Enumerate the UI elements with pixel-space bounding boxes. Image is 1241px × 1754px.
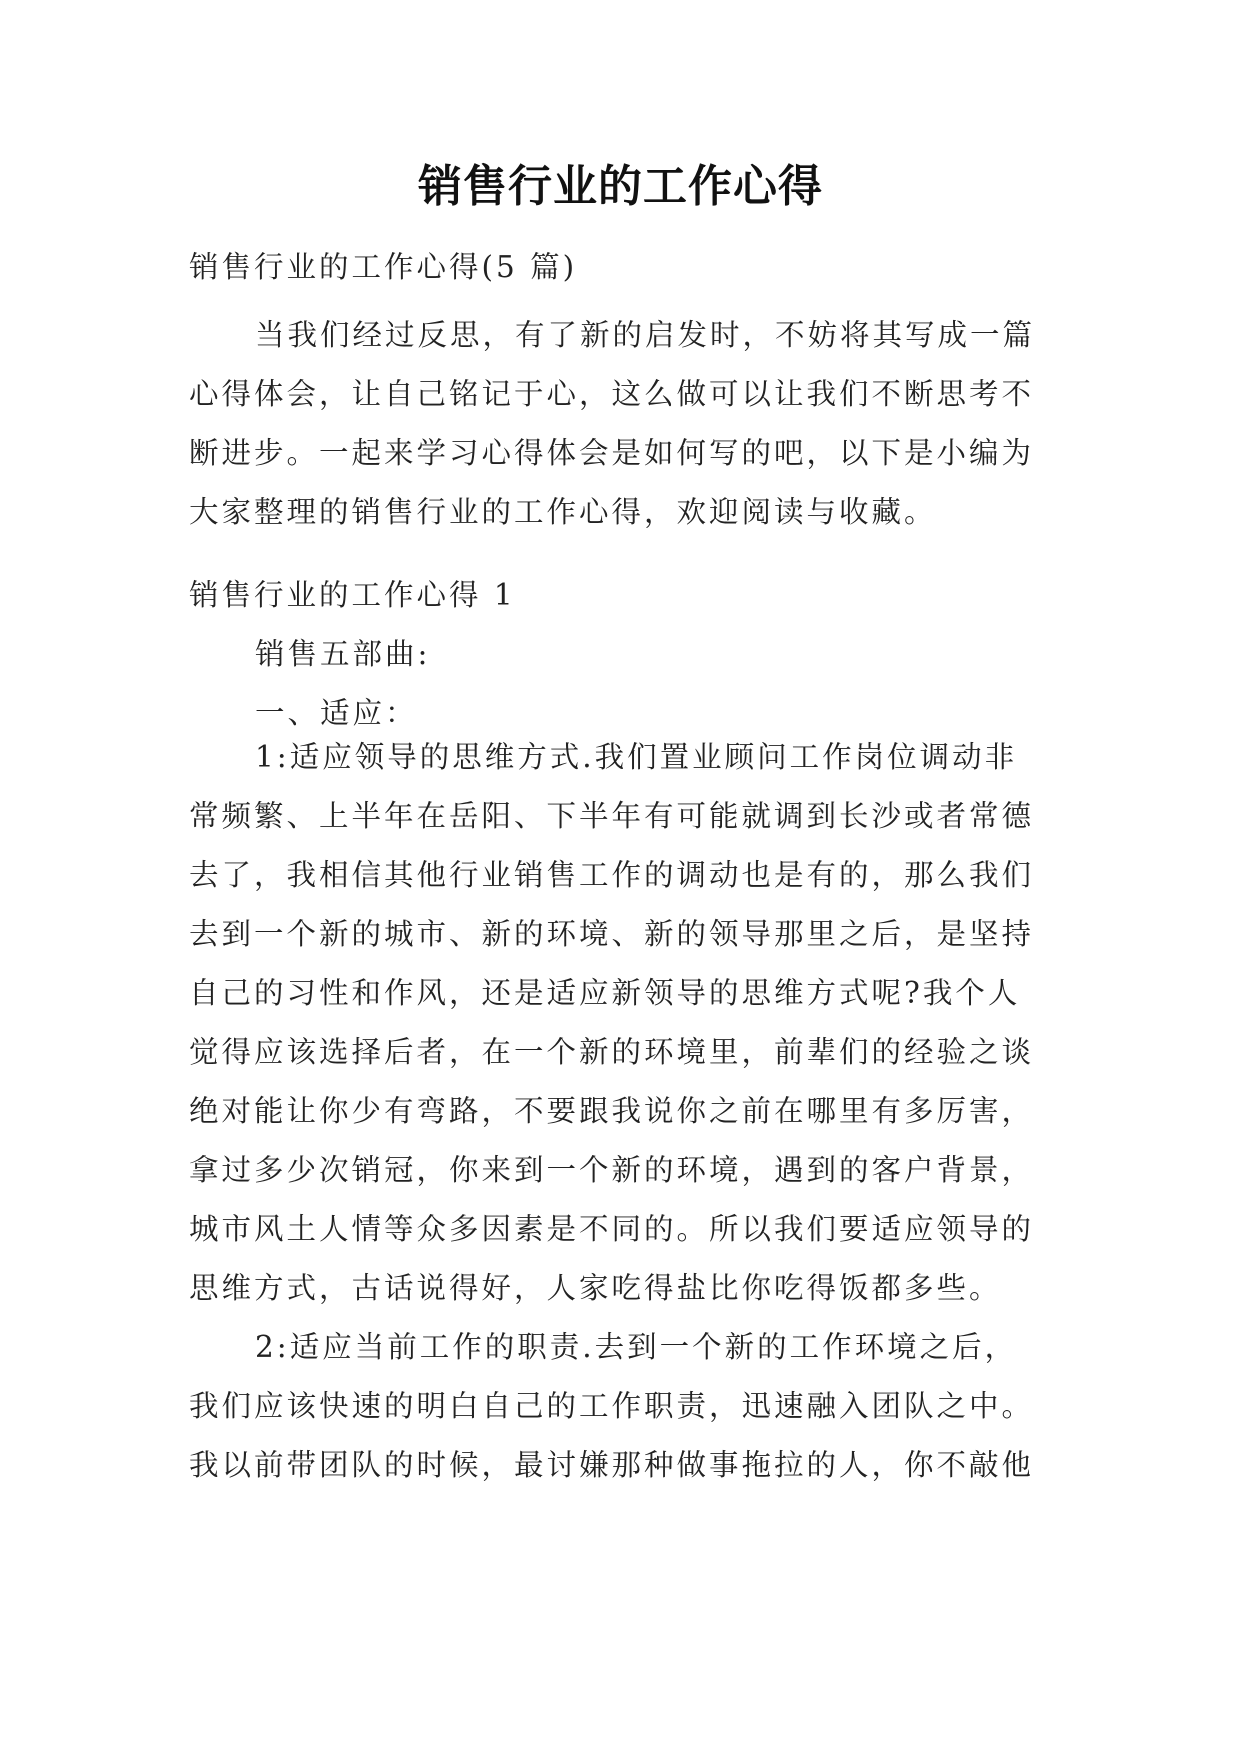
paragraph-line: 去到一个新的城市、新的环境、新的领导那里之后，是坚持 (189, 917, 1035, 951)
paragraph-1 (189, 728, 1069, 1318)
section-block (189, 566, 1069, 743)
paragraph-2 (189, 1318, 1069, 1495)
paragraph-line: 我以前带团队的时候，最讨嫌那种做事拖拉的人，你不敲他 (189, 1448, 1035, 1482)
intro-line: 断进步。一起来学习心得体会是如何写的吧，以下是小编为 (189, 436, 1035, 470)
document-subtitle: 销售行业的工作心得(5 篇) (189, 250, 578, 284)
intro-line: 大家整理的销售行业的工作心得，欢迎阅读与收藏。 (189, 495, 937, 529)
document-title: 销售行业的工作心得 (418, 161, 823, 212)
paragraph-line: 城市风土人情等众多因素是不同的。所以我们要适应领导的 (189, 1212, 1035, 1246)
paragraph-line: 绝对能让你少有弯路，不要跟我说你之前在哪里有多厉害， (189, 1094, 1035, 1128)
intro-paragraph (189, 306, 1069, 542)
paragraph-line: 2:适应当前工作的职责.去到一个新的工作环境之后， (255, 1330, 1018, 1364)
paragraph-line: 1:适应领导的思维方式.我们置业顾问工作岗位调动非 (255, 740, 1018, 774)
paragraph-line: 自己的习性和作风，还是适应新领导的思维方式呢?我个人 (189, 976, 1021, 1010)
document-subtitle-block (189, 238, 1069, 297)
paragraph-line: 拿过多少次销冠，你来到一个新的环境，遇到的客户背景， (189, 1153, 1035, 1187)
intro-line: 当我们经过反思，有了新的启发时，不妨将其写成一篇 (255, 318, 1036, 352)
paragraph-line: 去了，我相信其他行业销售工作的调动也是有的，那么我们 (189, 858, 1035, 892)
section-lead: 销售五部曲: (255, 637, 431, 671)
intro-line: 心得体会，让自己铭记于心，这么做可以让我们不断思考不 (189, 377, 1035, 411)
section-heading: 销售行业的工作心得 1 (189, 578, 516, 612)
paragraph-line: 觉得应该选择后者，在一个新的环境里，前辈们的经验之谈 (189, 1035, 1035, 1069)
paragraph-line: 思维方式，古话说得好，人家吃得盐比你吃得饭都多些。 (189, 1271, 1002, 1305)
paragraph-line: 常频繁、上半年在岳阳、下半年有可能就调到长沙或者常德 (189, 799, 1035, 833)
paragraph-line: 我们应该快速的明白自己的工作职责，迅速融入团队之中。 (189, 1389, 1035, 1423)
section-item-heading: 一、适应： (255, 696, 418, 730)
